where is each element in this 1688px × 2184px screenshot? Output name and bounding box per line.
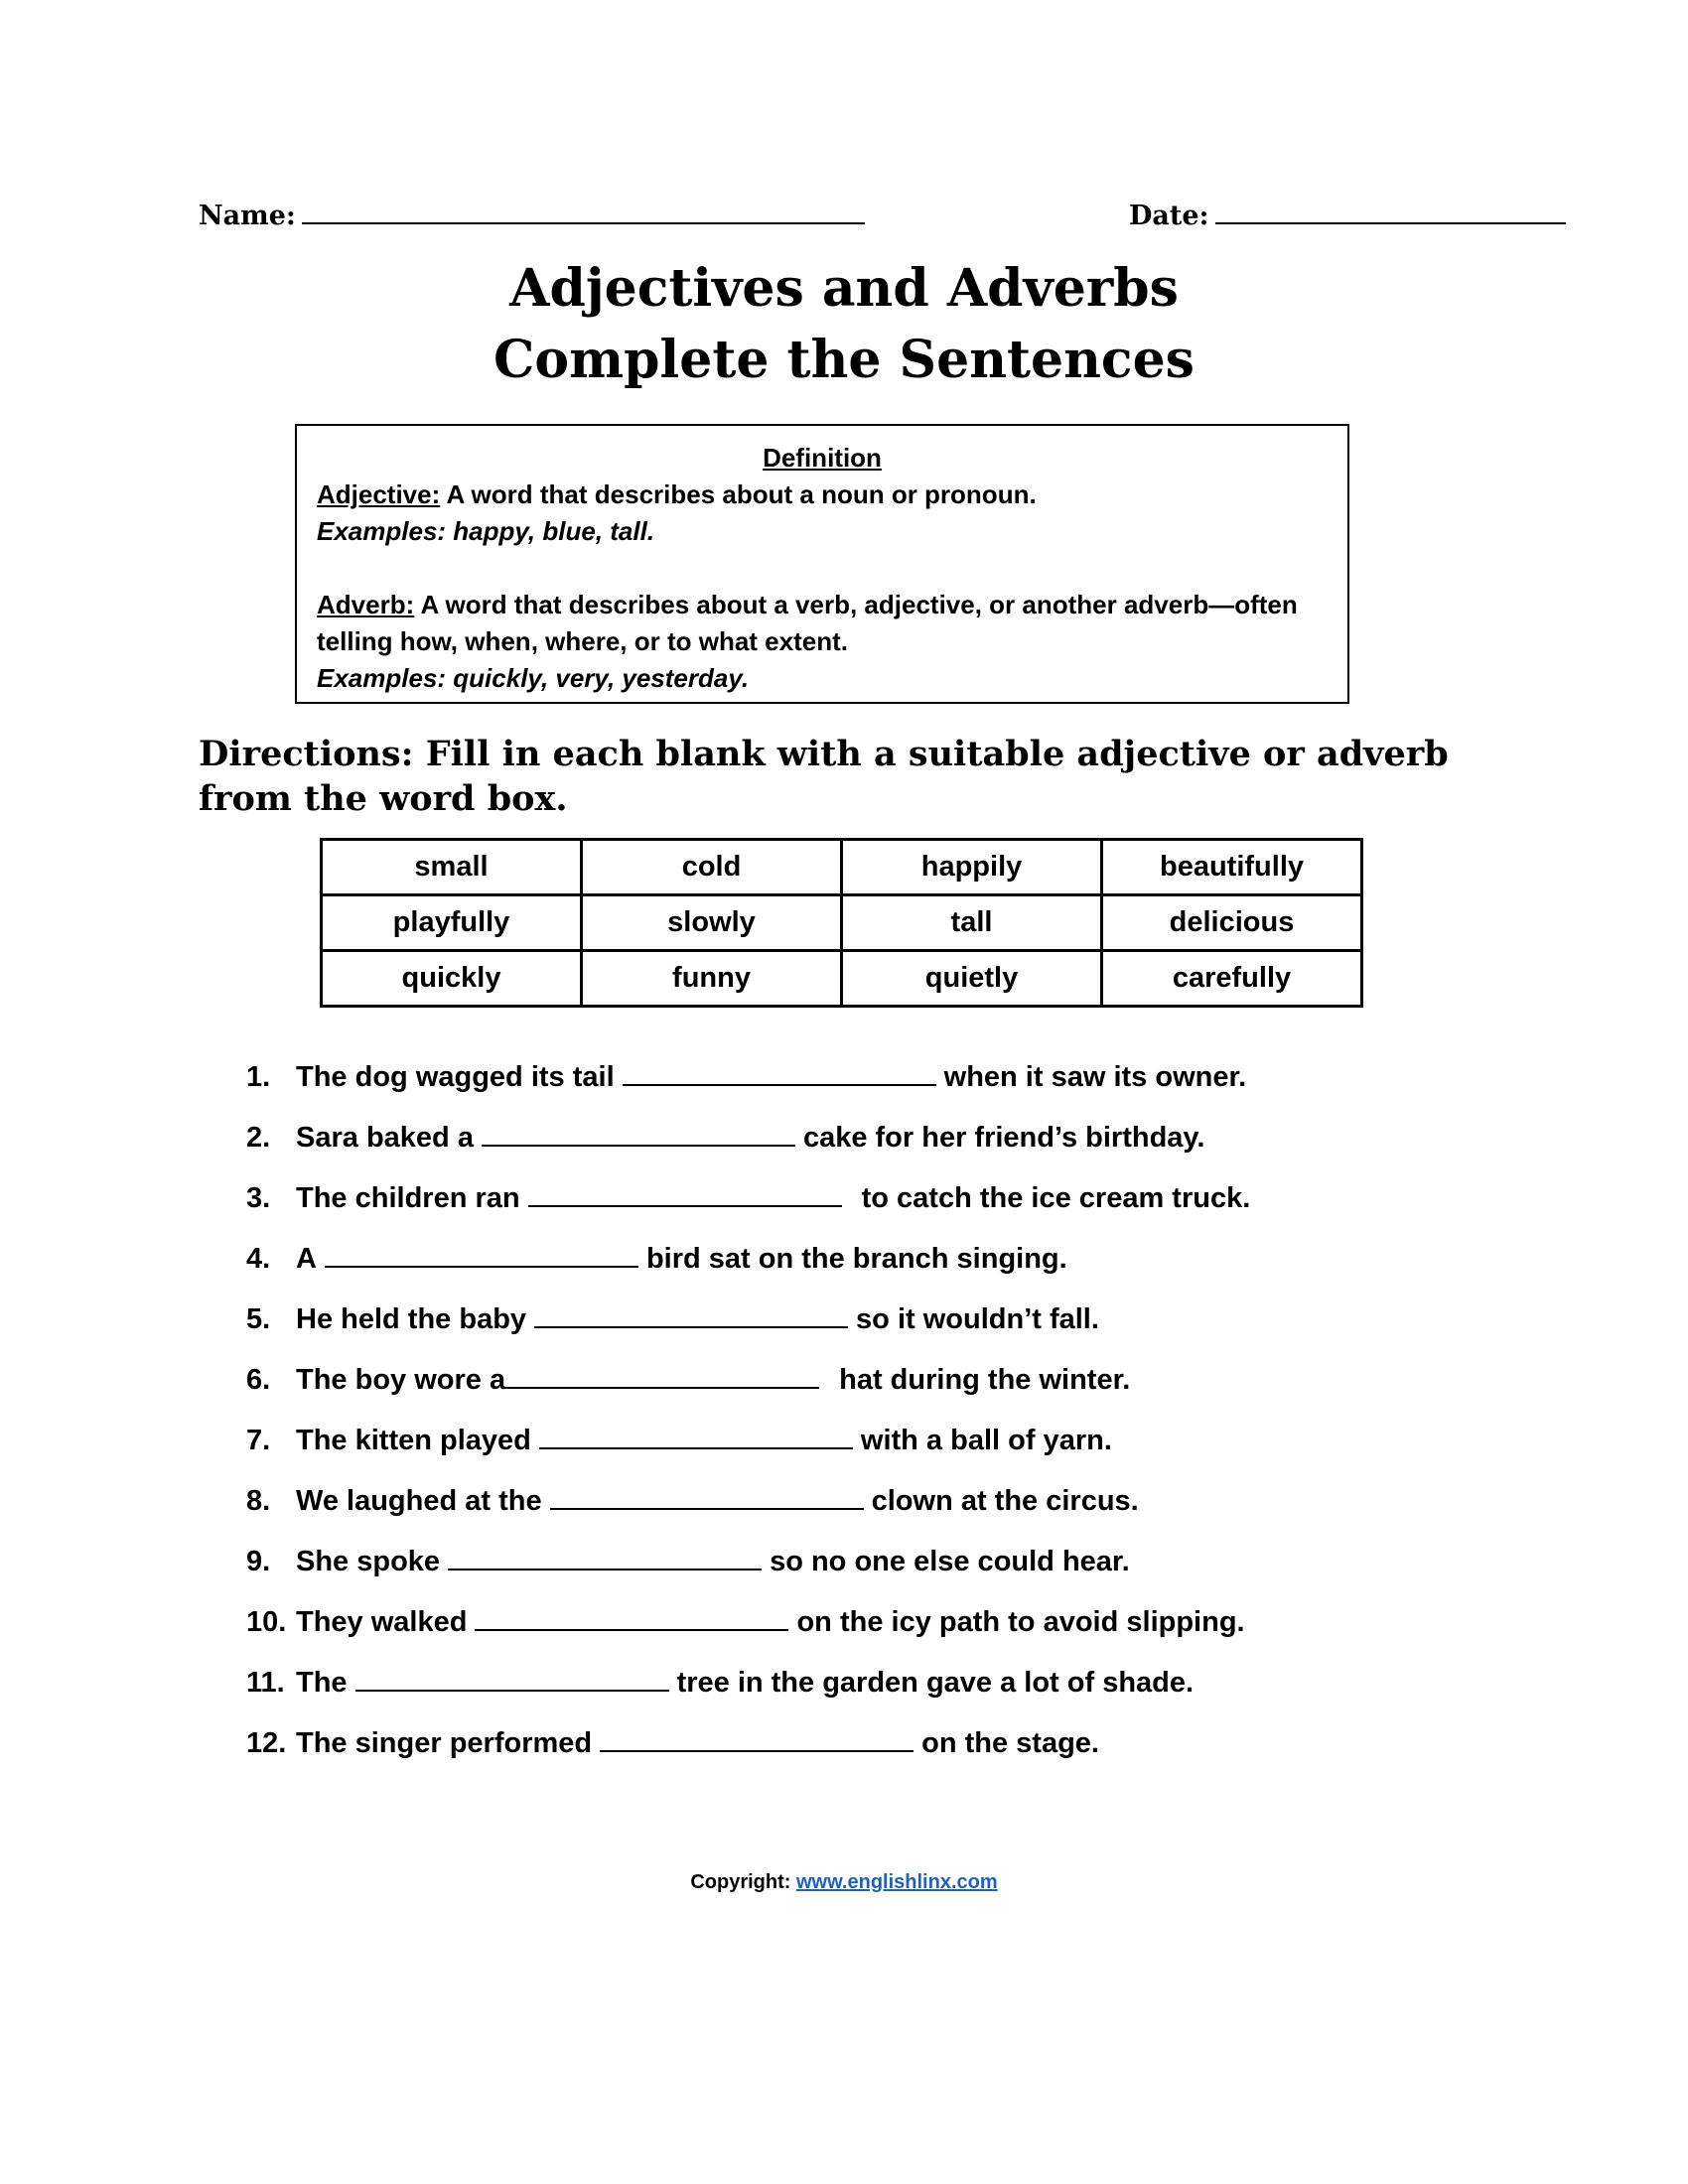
adjective-example: tall xyxy=(610,516,647,546)
sentence-item xyxy=(246,1234,1250,1295)
name-label: Name: xyxy=(199,201,296,231)
answer-blank[interactable] xyxy=(534,1302,848,1328)
sentence-item xyxy=(246,1355,1250,1416)
word-box-cell: playfully xyxy=(322,895,582,951)
sentence-end: cake for her friend’s birthday. xyxy=(802,1122,1205,1154)
sentence-end: so no one else could hear. xyxy=(770,1546,1130,1577)
sentence-item xyxy=(246,1718,1250,1779)
adverb-example: yesterday xyxy=(622,663,742,693)
adjective-example: blue xyxy=(542,516,596,546)
directions: Directions: Fill in each blank with a suitable adjective or adverb from the word box. xyxy=(199,734,1449,819)
sentence-number: 1. xyxy=(246,1061,271,1093)
sentence-end: so it wouldn’t fall. xyxy=(856,1303,1099,1335)
copyright-link[interactable]: www.englishlinx.com xyxy=(796,1871,998,1893)
word-box-row xyxy=(322,895,1362,951)
answer-blank[interactable] xyxy=(325,1242,638,1268)
answer-blank[interactable] xyxy=(623,1060,936,1086)
sentence-item xyxy=(246,1113,1250,1173)
copyright-label: Copyright: xyxy=(690,1871,796,1893)
adverb-text: A word that describes about a verb, adjective, or another adverb—often telling how, when, where, or to what extent. xyxy=(317,590,1298,656)
sentence-number: 2. xyxy=(246,1122,271,1154)
adverb-examples-label: Examples: xyxy=(317,663,454,693)
sentence-start: We laughed at the xyxy=(296,1485,542,1517)
date-blank[interactable] xyxy=(1215,199,1566,224)
sentence-end: tree in the garden gave a lot of shade. xyxy=(676,1667,1195,1699)
sentence-start: She spoke xyxy=(296,1546,441,1577)
page-title: Adjectives and Adverbs xyxy=(509,258,1179,319)
answer-blank[interactable] xyxy=(528,1181,842,1207)
sentence-item xyxy=(246,1537,1250,1597)
definition-box xyxy=(295,424,1349,704)
sentence-end: with a ball of yarn. xyxy=(860,1425,1112,1456)
sentence-end: bird sat on the branch singing. xyxy=(645,1243,1067,1275)
sentence-item xyxy=(246,1173,1250,1234)
adverb-example: very xyxy=(555,663,608,693)
sentence-list xyxy=(246,1052,1250,1779)
word-box-cell: small xyxy=(322,840,582,895)
sentence-start: The children ran xyxy=(296,1182,520,1214)
answer-blank[interactable] xyxy=(475,1605,788,1631)
sentence-end: to catch the ice cream truck. xyxy=(861,1182,1251,1214)
sentence-start: The dog wagged its tail xyxy=(296,1061,615,1093)
sentence-item xyxy=(246,1052,1250,1113)
answer-blank[interactable] xyxy=(539,1424,853,1449)
adverb-example: quickly xyxy=(453,663,541,693)
sentence-number: 6. xyxy=(246,1364,271,1396)
answer-blank[interactable] xyxy=(600,1726,914,1752)
word-box-cell: quietly xyxy=(842,951,1102,1007)
name-blank[interactable] xyxy=(302,199,865,224)
sentence-number: 8. xyxy=(246,1485,271,1517)
date-label: Date: xyxy=(1129,201,1209,231)
sentence-item xyxy=(246,1416,1250,1476)
sentence-start: They walked xyxy=(296,1606,468,1638)
adjective-term: Adjective: xyxy=(317,479,441,509)
sentence-end: when it saw its owner. xyxy=(943,1061,1247,1093)
page-subtitle: Complete the Sentences xyxy=(493,330,1195,390)
sentence-number: 5. xyxy=(246,1303,271,1335)
sentence-start: The boy wore a xyxy=(296,1364,506,1396)
sentence-item xyxy=(246,1295,1250,1355)
word-box-cell: beautifully xyxy=(1102,840,1362,895)
sentence-start: A xyxy=(296,1243,317,1275)
sentence-end: on the stage. xyxy=(921,1727,1099,1759)
word-box-cell: delicious xyxy=(1102,895,1362,951)
word-box-cell: slowly xyxy=(582,895,842,951)
word-box-cell: tall xyxy=(842,895,1102,951)
answer-blank[interactable] xyxy=(550,1484,864,1510)
sentence-number: 7. xyxy=(246,1425,271,1456)
word-box-cell: happily xyxy=(842,840,1102,895)
date-field xyxy=(1129,199,1566,231)
sentence-number: 3. xyxy=(246,1182,271,1214)
adverb-definition xyxy=(317,587,1328,660)
sentence-start: Sara baked a xyxy=(296,1122,474,1154)
adverb-examples: Examples: quickly, very, yesterday. xyxy=(317,663,750,693)
answer-blank[interactable] xyxy=(355,1666,669,1692)
adverb-term: Adverb: xyxy=(317,590,415,619)
word-box xyxy=(320,838,1363,1008)
word-box-row xyxy=(322,840,1362,895)
adjective-text: A word that describes about a noun or pronoun. xyxy=(440,479,1037,509)
sentence-item xyxy=(246,1597,1250,1658)
definition-heading: Definition xyxy=(763,443,882,473)
word-box-cell: cold xyxy=(582,840,842,895)
sentence-item xyxy=(246,1658,1250,1718)
sentence-start: The singer performed xyxy=(296,1727,593,1759)
word-box-cell: carefully xyxy=(1102,951,1362,1007)
sentence-number: 10. xyxy=(246,1606,287,1638)
answer-blank[interactable] xyxy=(482,1121,795,1147)
sentence-start: He held the baby xyxy=(296,1303,527,1335)
sentence-number: 12. xyxy=(246,1727,287,1759)
adjective-examples-label: Examples: xyxy=(317,516,454,546)
answer-blank[interactable] xyxy=(505,1363,819,1389)
adjective-example: happy xyxy=(453,516,528,546)
copyright-footer xyxy=(0,1871,1688,1894)
name-field xyxy=(199,199,865,231)
sentence-start: The kitten played xyxy=(296,1425,531,1456)
sentence-end: on the icy path to avoid slipping. xyxy=(796,1606,1245,1638)
word-box-row xyxy=(322,951,1362,1007)
word-box-cell: funny xyxy=(582,951,842,1007)
adjective-examples: Examples: happy, blue, tall. xyxy=(317,516,655,546)
sentence-item xyxy=(246,1476,1250,1537)
sentence-end: hat during the winter. xyxy=(839,1364,1131,1396)
answer-blank[interactable] xyxy=(448,1545,762,1570)
sentence-start: The xyxy=(296,1667,348,1699)
sentence-number: 11. xyxy=(246,1667,285,1699)
sentence-number: 4. xyxy=(246,1243,271,1275)
word-box-cell: quickly xyxy=(322,951,582,1007)
sentence-number: 9. xyxy=(246,1546,271,1577)
sentence-end: clown at the circus. xyxy=(871,1485,1139,1517)
adjective-definition xyxy=(317,477,1328,513)
